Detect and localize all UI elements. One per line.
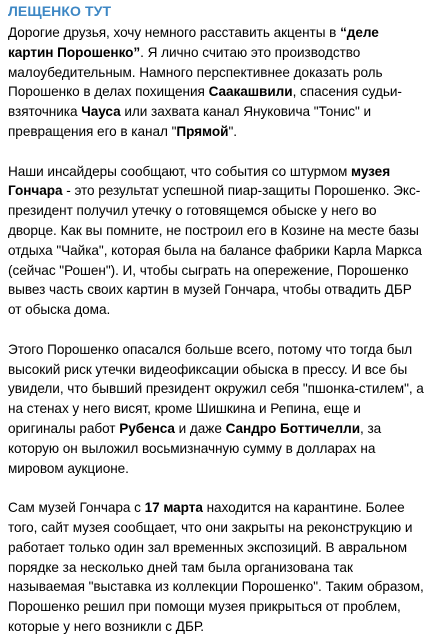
bold-text: 17 марта	[144, 500, 203, 516]
text-span: - это результат успешной пиар-защиты Порошенко. Экс-президент получил утечку о готовящемся обыске у него во дворце. Как вы помните, не построил его в Козине на месте базы отдыха "Чайка", которая была на балансе фабрики Карла Маркса (сейчас "Рошен"). И, чтобы сыграть на опережение, Порошенко вывез часть своих картин в музей Гончара, чтобы отвадить ДБР от обыска дома.	[8, 183, 422, 318]
bold-text: Чауса	[81, 104, 121, 120]
message-paragraph-1	[8, 23, 424, 142]
bold-text: Сандро Боттичелли	[225, 420, 360, 436]
text-span: Дорогие друзья, хочу немного расставить акценты в	[8, 25, 341, 40]
text-span: ".	[228, 123, 237, 139]
bold-text: Прямой	[176, 123, 229, 139]
text-span: . Я лично считаю это производство малоубедительным. Намного перспективнее доказать роль Порошенко в делах похищения	[8, 44, 383, 100]
text-span: Сам музей Гончара с	[8, 500, 145, 516]
channel-name[interactable]: ЛЕЩЕНКО ТУТ	[8, 3, 112, 19]
paragraph-gap	[8, 478, 424, 498]
message-paragraph-3	[8, 340, 424, 479]
bold-text: музея Гончара	[8, 163, 391, 199]
paragraph-gap	[8, 320, 424, 340]
text-span: Этого Порошенко опасался больше всего, потому что тогда был высокий риск утечки видеофиксации обыска в прессу. И все бы увидели, что бывший президент окружил себя "пшонка-стилем", а на стенах у него висят, кроме Шишкина и Репина, еще и оригиналы работ	[8, 341, 424, 436]
message-paragraph-4	[8, 498, 424, 637]
bold-text: Саакашвили	[208, 84, 293, 100]
text-span: и даже	[174, 420, 226, 436]
text-span: находится на карантине. Более того, сайт музея сообщает, что они закрыты на реконструкцию и работает только один зал временных экспозиций. В авральном порядке за несколько дней там была организована так называемая "выставка из коллекции Порошенко". Таким образом, Порошенко решил при помощи музея прикрыться от проблем, которые у него возникли с ДБР.	[8, 500, 424, 634]
text-span: Наши инсайдеры сообщают, что события со штурмом	[8, 163, 351, 179]
message-paragraph-2	[8, 162, 424, 320]
text-span: или захвата канал Януковича "Тонис" и превращения его в канал "	[8, 104, 372, 139]
bold-text: “деле картин Порошенко”	[8, 25, 379, 60]
text-span: , спасения судьи-взяточника	[8, 84, 402, 120]
text-span: , за которую он выложил восьмизначную сумму в долларах на мировом аукционе.	[8, 420, 382, 476]
paragraph-gap	[8, 142, 424, 162]
bold-text: Рубенса	[119, 420, 175, 436]
